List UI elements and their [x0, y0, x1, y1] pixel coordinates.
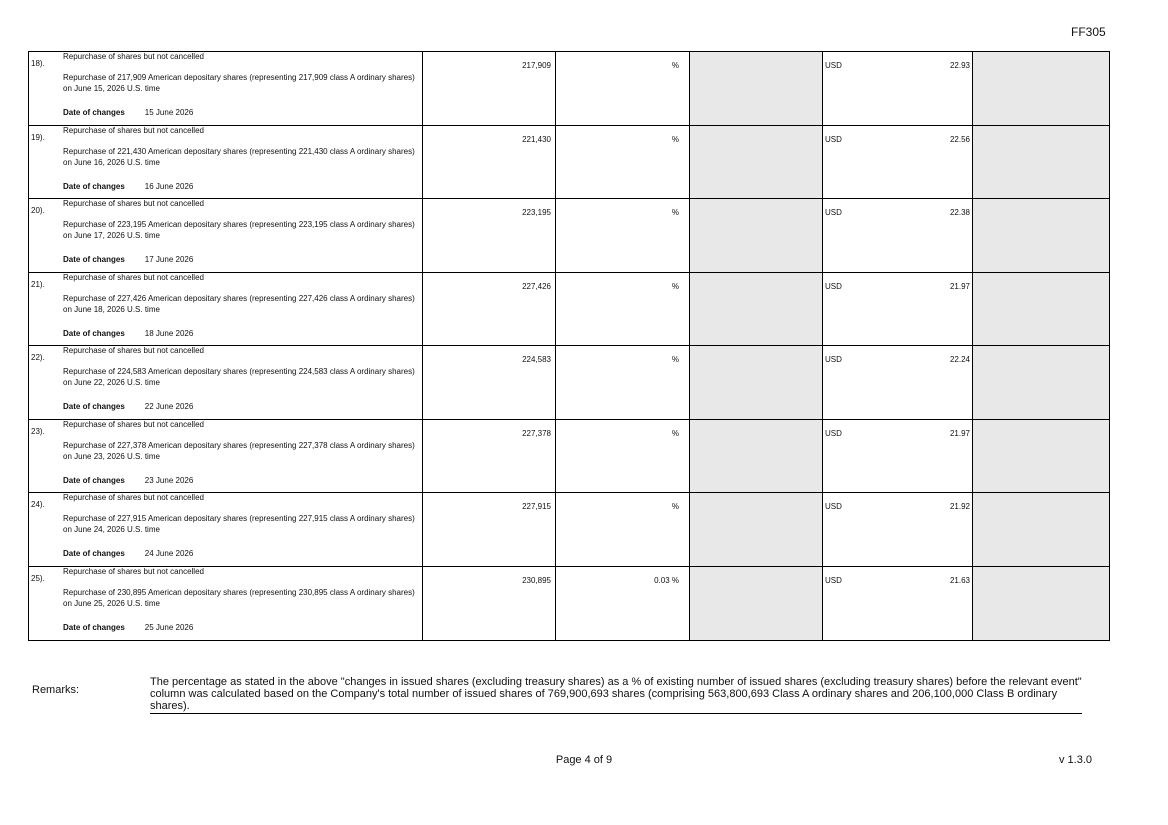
- percentage-cell: [556, 493, 690, 567]
- price-cell: [823, 52, 973, 126]
- change-type: Repurchase of shares but not cancelled: [63, 125, 204, 135]
- date-label: Date of changes: [63, 402, 125, 411]
- currency-code: USD: [825, 575, 842, 585]
- date-of-changes: [63, 255, 193, 264]
- price-cell: [823, 125, 973, 199]
- percentage-value: %: [671, 355, 679, 364]
- description-cell: [29, 199, 423, 273]
- blank-cell: [690, 493, 823, 567]
- price-value: 22.24: [949, 355, 970, 364]
- percentage-cell: [556, 199, 690, 273]
- date-value: 23 June 2026: [144, 475, 194, 485]
- row-number: 21).: [31, 279, 45, 289]
- date-of-changes: [63, 549, 193, 558]
- shares-cell: [423, 493, 556, 567]
- price-value: 21.97: [949, 281, 970, 291]
- currency-code: USD: [825, 134, 842, 144]
- table-row: [29, 346, 1110, 420]
- percentage-value: %: [671, 281, 679, 291]
- description-cell: [29, 346, 423, 420]
- table-row: [29, 493, 1110, 567]
- shares-cell: [423, 419, 556, 493]
- currency-code: USD: [825, 355, 842, 364]
- remarks-label: Remarks:: [32, 684, 80, 696]
- blank-cell: [973, 493, 1110, 567]
- percentage-value: %: [671, 428, 679, 438]
- date-value: 17 June 2026: [144, 255, 194, 264]
- shares-value: 223,195: [522, 208, 551, 217]
- blank-cell: [690, 419, 823, 493]
- row-number: 19).: [31, 132, 45, 142]
- percentage-cell: [556, 566, 690, 640]
- page-number: Page 4 of 9: [555, 754, 613, 766]
- row-number: 20).: [31, 206, 45, 215]
- percentage-value: %: [671, 134, 679, 144]
- shares-value: 227,426: [522, 281, 551, 291]
- date-label: Date of changes: [63, 255, 125, 264]
- shares-cell: [423, 52, 556, 126]
- shares-value: 221,430: [522, 134, 551, 144]
- percentage-cell: [556, 346, 690, 420]
- description-cell: [29, 125, 423, 199]
- change-description: Repurchase of 217,909 American depositary shares (representing 217,909 class A ordinary shares) on June 15, 2026 U.S. time: [63, 73, 415, 93]
- row-number: 22).: [31, 353, 45, 362]
- shares-value: 217,909: [522, 61, 551, 70]
- shares-cell: [423, 346, 556, 420]
- date-label: Date of changes: [63, 475, 125, 485]
- shares-value: 230,895: [522, 575, 551, 585]
- change-type: Repurchase of shares but not cancelled: [63, 493, 204, 502]
- percentage-value: %: [671, 208, 679, 217]
- shares-value: 224,583: [522, 355, 551, 364]
- percentage-cell: [556, 125, 690, 199]
- change-description: Repurchase of 221,430 American depositary shares (representing 221,430 class A ordinary shares) on June 16, 2026 U.S. time: [63, 146, 415, 167]
- date-value: 24 June 2026: [144, 549, 194, 558]
- row-number: 25).: [31, 573, 45, 583]
- price-value: 22.93: [949, 61, 970, 70]
- row-number: 23).: [31, 426, 45, 436]
- table-row: [29, 419, 1110, 493]
- date-value: 22 June 2026: [144, 402, 194, 411]
- blank-cell: [690, 272, 823, 346]
- shares-cell: [423, 199, 556, 273]
- table-row: [29, 199, 1110, 273]
- table-row: [29, 125, 1110, 199]
- currency-code: USD: [825, 502, 842, 511]
- date-label: Date of changes: [63, 181, 125, 191]
- description-cell: [29, 272, 423, 346]
- price-value: 21.63: [949, 575, 970, 585]
- date-label: Date of changes: [63, 549, 125, 558]
- table-row: [29, 566, 1110, 640]
- description-cell: [29, 493, 423, 567]
- table-row: [29, 52, 1110, 126]
- percentage-cell: [556, 419, 690, 493]
- date-of-changes: [63, 108, 193, 117]
- blank-cell: [973, 346, 1110, 420]
- change-description: Repurchase of 227,378 American depositary shares (representing 227,378 class A ordinary shares) on June 23, 2026 U.S. time: [63, 440, 415, 461]
- row-number: 24).: [31, 500, 45, 509]
- blank-cell: [690, 125, 823, 199]
- date-of-changes: [63, 476, 193, 485]
- change-description: Repurchase of 224,583 American depositary shares (representing 224,583 class A ordinary shares) on June 22, 2026 U.S. time: [63, 367, 415, 387]
- price-value: 21.97: [949, 428, 970, 438]
- shares-cell: [423, 566, 556, 640]
- percentage-cell: [556, 272, 690, 346]
- date-of-changes: [63, 623, 193, 632]
- price-value: 21.92: [949, 502, 970, 511]
- percentage-value: 0.03 %: [654, 575, 679, 585]
- date-value: 16 June 2026: [144, 181, 194, 191]
- blank-cell: [973, 199, 1110, 273]
- change-type: Repurchase of shares but not cancelled: [63, 199, 204, 208]
- change-type: Repurchase of shares but not cancelled: [63, 52, 204, 61]
- date-of-changes: [63, 329, 193, 338]
- shares-value: 227,378: [522, 428, 551, 438]
- price-value: 22.56: [949, 134, 970, 144]
- date-of-changes: [63, 402, 193, 411]
- description-cell: [29, 566, 423, 640]
- currency-code: USD: [825, 428, 842, 438]
- price-cell: [823, 199, 973, 273]
- currency-code: USD: [825, 281, 842, 291]
- change-type: Repurchase of shares but not cancelled: [63, 346, 204, 355]
- change-type: Repurchase of shares but not cancelled: [63, 419, 204, 429]
- date-of-changes: [63, 182, 193, 191]
- blank-cell: [690, 566, 823, 640]
- description-cell: [29, 419, 423, 493]
- price-cell: [823, 419, 973, 493]
- date-label: Date of changes: [63, 328, 125, 338]
- blank-cell: [973, 566, 1110, 640]
- percentage-value: %: [671, 61, 679, 70]
- date-label: Date of changes: [63, 108, 125, 117]
- change-description: Repurchase of 223,195 American depositary shares (representing 223,195 class A ordinary shares) on June 17, 2026 U.S. time: [63, 220, 415, 240]
- change-description: Repurchase of 230,895 American depositary shares (representing 230,895 class A ordinary shares) on June 25, 2026 U.S. time: [63, 587, 415, 608]
- row-number: 18).: [31, 59, 45, 68]
- change-description: Repurchase of 227,915 American depositary shares (representing 227,915 class A ordinary shares) on June 24, 2026 U.S. time: [63, 514, 415, 534]
- blank-cell: [690, 346, 823, 420]
- share-changes-table: [28, 51, 1110, 641]
- blank-cell: [973, 419, 1110, 493]
- table-row: [29, 272, 1110, 346]
- price-cell: [823, 346, 973, 420]
- change-type: Repurchase of shares but not cancelled: [63, 566, 204, 576]
- remarks-text: The percentage as stated in the above "changes in issued shares (excluding treasury shares) as a % of existing number of issued shares (excluding treasury shares) before the relevant event" column was calculated based on the Company's total number of issued shares of 769,900,693 shares (comprising 563,800,693 Class A ordinary shares and 206,100,000 Class B ordinary shares).: [150, 676, 1082, 712]
- description-cell: [29, 52, 423, 126]
- change-description: Repurchase of 227,426 American depositary shares (representing 227,426 class A ordinary shares) on June 18, 2026 U.S. time: [63, 293, 415, 314]
- date-label: Date of changes: [63, 622, 125, 632]
- currency-code: USD: [825, 61, 842, 70]
- change-type: Repurchase of shares but not cancelled: [63, 272, 204, 282]
- date-value: 25 June 2026: [144, 622, 194, 632]
- shares-value: 227,915: [522, 502, 551, 511]
- shares-cell: [423, 272, 556, 346]
- blank-cell: [973, 272, 1110, 346]
- shares-cell: [423, 125, 556, 199]
- date-value: 15 June 2026: [144, 108, 194, 117]
- blank-cell: [973, 52, 1110, 126]
- currency-code: USD: [825, 208, 842, 217]
- version-label: v 1.3.0: [1059, 754, 1093, 766]
- blank-cell: [690, 199, 823, 273]
- price-cell: [823, 493, 973, 567]
- blank-cell: [973, 125, 1110, 199]
- percentage-value: %: [671, 502, 679, 511]
- form-code: FF305: [1071, 25, 1106, 39]
- blank-cell: [690, 52, 823, 126]
- price-cell: [823, 272, 973, 346]
- percentage-cell: [556, 52, 690, 126]
- date-value: 18 June 2026: [144, 328, 194, 338]
- price-cell: [823, 566, 973, 640]
- price-value: 22.38: [949, 208, 970, 217]
